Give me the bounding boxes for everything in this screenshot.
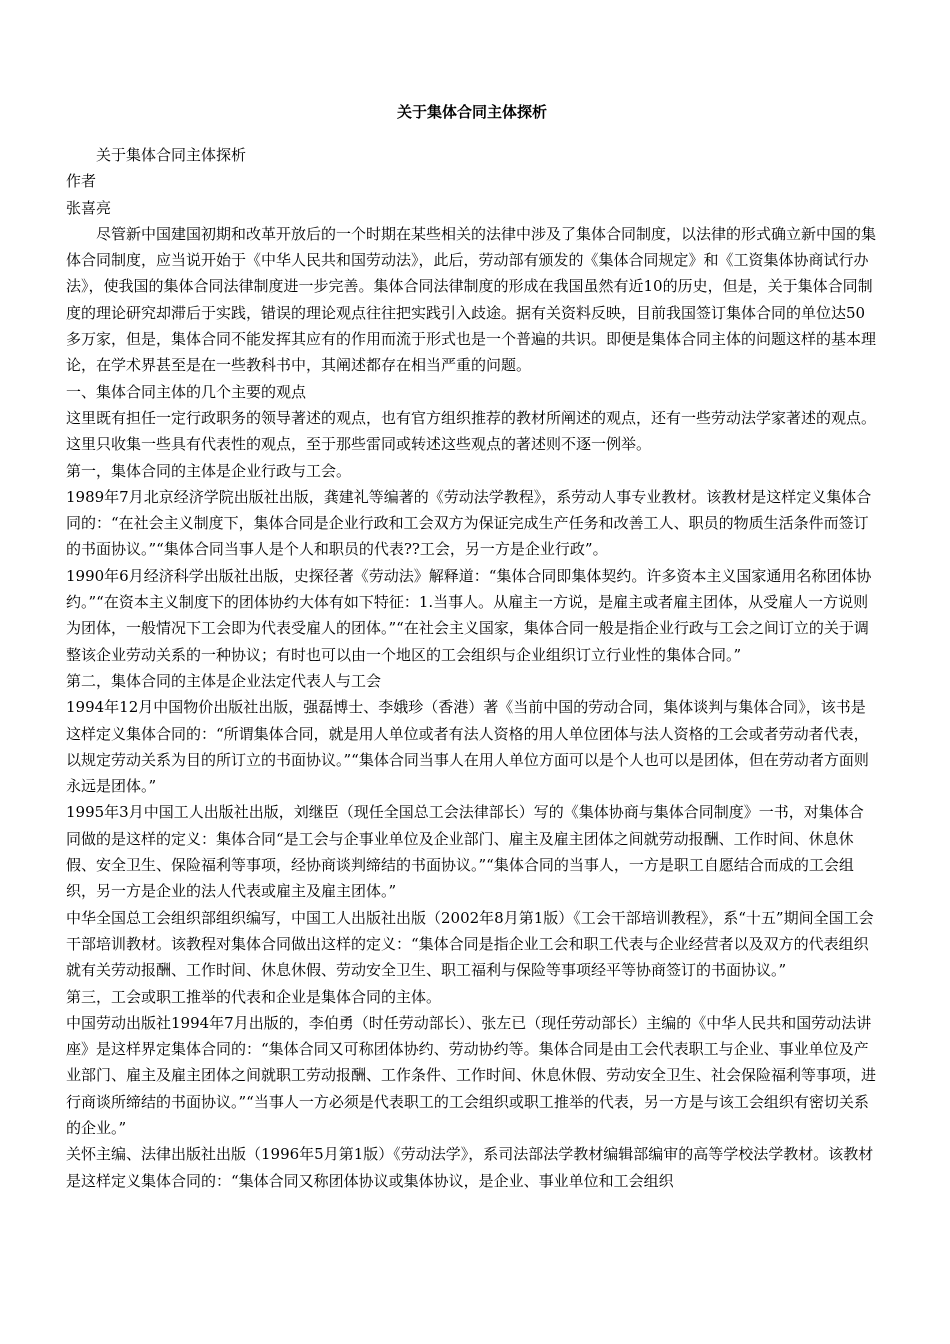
paragraph: 中国劳动出版社1994年7月出版的，李伯勇（时任劳动部长）、张左已（现任劳动部长）主编的《中华人民共和国劳动法讲座》是这样界定集体合同的：“集体合同又可称团体协约、劳动协约等。集体合同是由工会代表职工与企业、事业单位及产业部门、雇主及雇主团体之间就职工劳动报酬、工作条件、工作时间、休息休假、劳动安全卫生、社会保险福利等事项，进行商谈所缔结的书面协议。”“当事人一方必须是代表职工的工会组织或职工推举的代表，另一方是与该工会组织有密切关系的企业。”: [66, 1013, 877, 1137]
paragraph: 关于集体合同主体探析: [96, 146, 247, 164]
paragraph: 第一，集体合同的主体是企业行政与工会。: [66, 461, 352, 480]
paragraph: 1990年6月经济科学出版社出版，史探径著《劳动法》解释道：“集体合同即集体契约。许多资本主义国家通用名称团体协约。”“在资本主义制度下的团体协约大体有如下特征：1.当事人。从雇主一方说，是雇主或者雇主团体，从受雇人一方说则为团体，一般情况下工会即为代表受雇人的团体。”“在社会主义国家，集体合同一般是指企业行政与工会之间订立的关于调整该企业劳动关系的一种协议；有时也可以由一个地区的工会组织与企业组织订立行业性的集体合同。”: [66, 566, 872, 664]
paragraph: 1994年12月中国物价出版社出版，强磊博士、李娥珍（香港）著《当前中国的劳动合同，集体谈判与集体合同》，该书是这样定义集体合同的：“所谓集体合同，就是用人单位或者有法人资格的用人单位团体与法人资格的工会或者劳动者代表，以规定劳动关系为目的所订立的书面协议。”“集体合同当事人在用人单位方面可以是个人也可以是团体，但在劳动者方面则永远是团体。”: [66, 698, 869, 796]
paragraph: 张喜亮: [66, 198, 112, 217]
paragraph: 1995年3月中国工人出版社出版，刘继臣（现任全国总工会法律部长）写的《集体协商与集体合同制度》一书，对集体合同做的是这样的定义：集体合同“是工会与企事业单位及企业部门、雇主及雇主团体之间就劳动报酬、工作时间、休息休假、安全卫生、保险福利等事项，经协商谈判缔结的书面协议。”“集体合同的当事人，一方是职工自愿结合而成的工会组织，另一方是企业的法人代表或雇主及雇主团体。”: [66, 803, 864, 901]
paragraph: 第二，集体合同的主体是企业法定代表人与工会: [66, 671, 382, 690]
document-title: 关于集体合同主体探析: [396, 103, 547, 121]
paragraph: 1989年7月北京经济学院出版社出版，龚建礼等编著的《劳动法学教程》，系劳动人事专业教材。该教材是这样定义集体合同的：“在社会主义制度下，集体合同是企业行政和工会双方为保证完成生产任务和改善工人、职员的物质生活条件而签订的书面协议。”“集体合同当事人是个人和职员的代表??工会，另一方是企业行政”。: [66, 487, 872, 559]
document-body: [66, 142, 878, 1194]
paragraph: 尽管新中国建国初期和改革开放后的一个时期在某些相关的法律中涉及了集体合同制度，以法律的形式确立新中国的集体合同制度，应当说开始于《中华人民共和国劳动法》，此后，劳动部有颁发的《集体合同规定》和《工资集体协商试行办法》，使我国的集体合同法律制度进一步完善。集体合同法律制度的形成在我国虽然有近10的历史，但是，关于集体合同制度的理论研究却滞后于实践，错误的理论观点往往把实践引入歧途。据有关资料反映，目前我国签订集体合同的单位达50多万家，但是，集体合同不能发挥其应有的作用而流于形式也是一个普遍的共识。即便是集体合同主体的问题这样的基本理论，在学术界甚至是在一些教科书中，其阐述都存在相当严重的问题。: [66, 224, 877, 375]
paragraph: 第三，工会或职工推举的代表和企业是集体合同的主体。: [66, 987, 442, 1006]
paragraph: 一、集体合同主体的几个主要的观点: [66, 382, 307, 401]
paragraph: 这里既有担任一定行政职务的领导著述的观点，也有官方组织推荐的教材所阐述的观点，还有一些劳动法学家著述的观点。这里只收集一些具有代表性的观点，至于那些雷同或转述这些观点的著述则不逐一例举。: [66, 408, 877, 454]
paragraph: 中华全国总工会组织部组织编写，中国工人出版社出版（2002年8月第1版）《工会干部培训教程》，系“十五”期间全国工会干部培训教材。该教程对集体合同做出这样的定义：“集体合同是指企业工会和职工代表与企业经营者以及双方的代表组织就有关劳动报酬、工作时间、休息休假、劳动安全卫生、职工福利与保险等事项经平等协商签订的书面协议。”: [66, 908, 874, 980]
paragraph: 关怀主编、法律出版社出版（1996年5月第1版）《劳动法学》，系司法部法学教材编辑部编审的高等学校法学教材。该教材是这样定义集体合同的：“集体合同又称团体协议或集体协议，是企业、事业单位和工会组织: [66, 1145, 874, 1190]
paragraph: 作者: [66, 172, 97, 191]
